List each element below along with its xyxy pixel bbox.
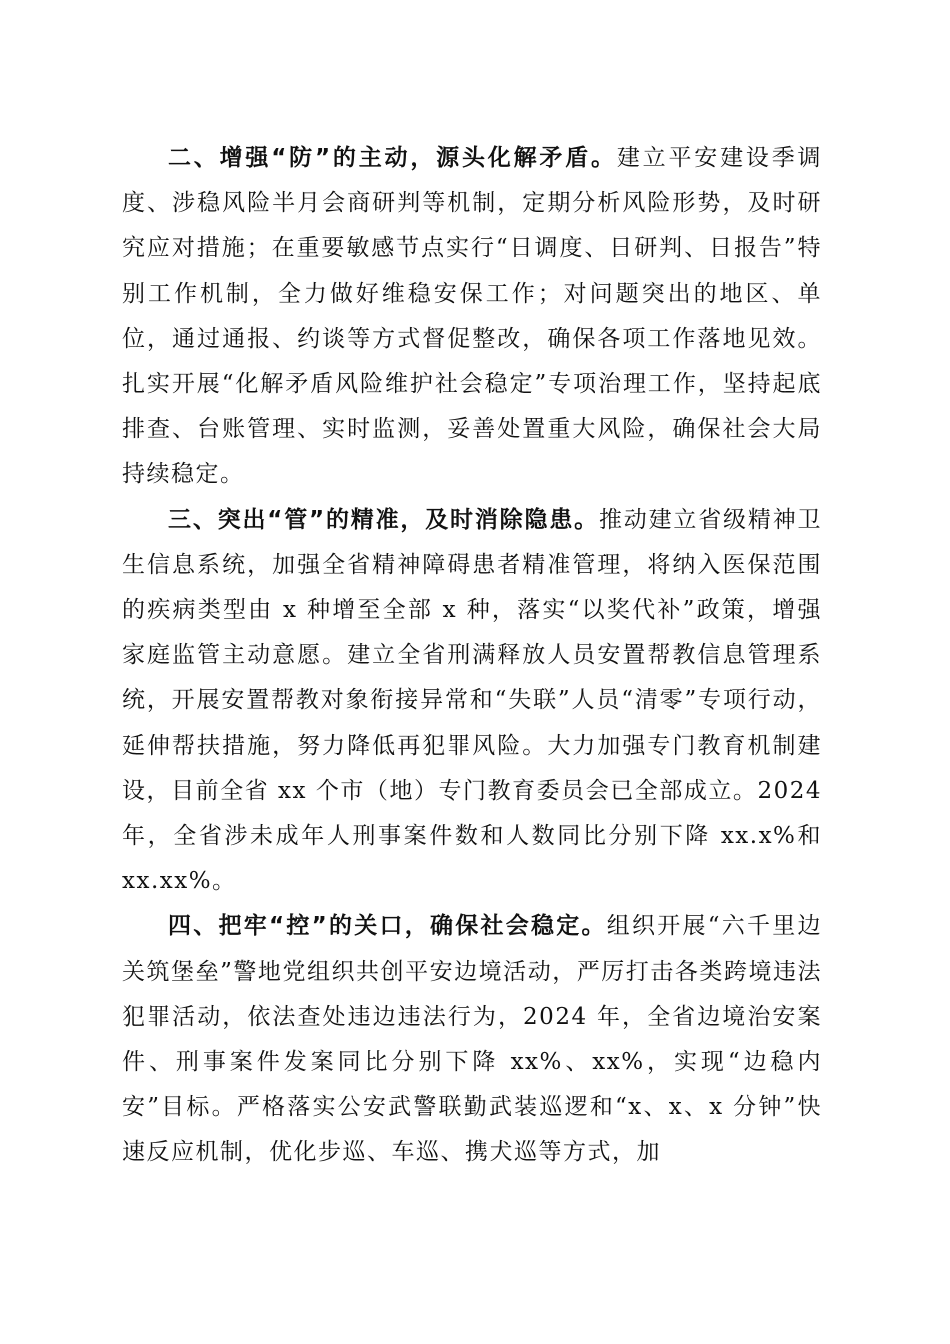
- paragraph-text: 建立平安建设季调度、涉稳风险半月会商研判等机制，定期分析风险形势，及时研究应对措施；在重要敏感节点实行“日调度、日研判、日报告”特别工作机制，全力做好维稳安保工作；对问题突出的地区、单位，通过通报、约谈等方式督促整改，确保各项工作落地见效。扎实开展“化解矛盾风险维护社会稳定”专项治理工作，坚持起底排查、台账管理、实时监测，妥善处置重大风险，确保社会大局持续稳定。: [122, 145, 823, 488]
- paragraph-text: 组织开展“六千里边关筑堡垒”警地党组织共创平安边境活动，严厉打击各类跨境违法犯罪活动，依法查处违边违法行为，2024 年，全省边境治安案件、刑事案件发案同比分别下降 xx%、xx%，实现“边稳内安”目标。严格落实公安武警联勤武装巡逻和“x、x、x 分钟”快速反应机制，优化步巡、车巡、携犬巡等方式，加: [122, 913, 822, 1166]
- paragraph-management: [122, 498, 822, 905]
- paragraph-control: [122, 904, 822, 1175]
- paragraph-text: 推动建立省级精神卫生信息系统，加强全省精神障碍患者精准管理，将纳入医保范围的疾病类型由 x 种增至全部 x 种，落实“以奖代补”政策，增强家庭监管主动意愿。建立全省刑满释放人员安置帮教信息管理系统，开展安置帮教对象衔接异常和“失联”人员“清零”专项行动，延伸帮扶措施，努力降低再犯罪风险。大力加强专门教育机制建设，目前全省 xx 个市（地）专门教育委员会已全部成立。2024 年，全省涉未成年人刑事案件数和人数同比分别下降 xx.x%和 xx.xx%。: [122, 506, 823, 895]
- paragraph-prevention: [122, 136, 822, 498]
- paragraph-heading: 四、把牢“控”的关口，确保社会稳定。: [168, 913, 607, 940]
- paragraph-heading: 二、增强“防”的主动，源头化解矛盾。: [168, 145, 617, 171]
- document-body: [122, 136, 822, 1176]
- paragraph-heading: 三、突出“管”的精准，及时消除隐患。: [168, 506, 599, 533]
